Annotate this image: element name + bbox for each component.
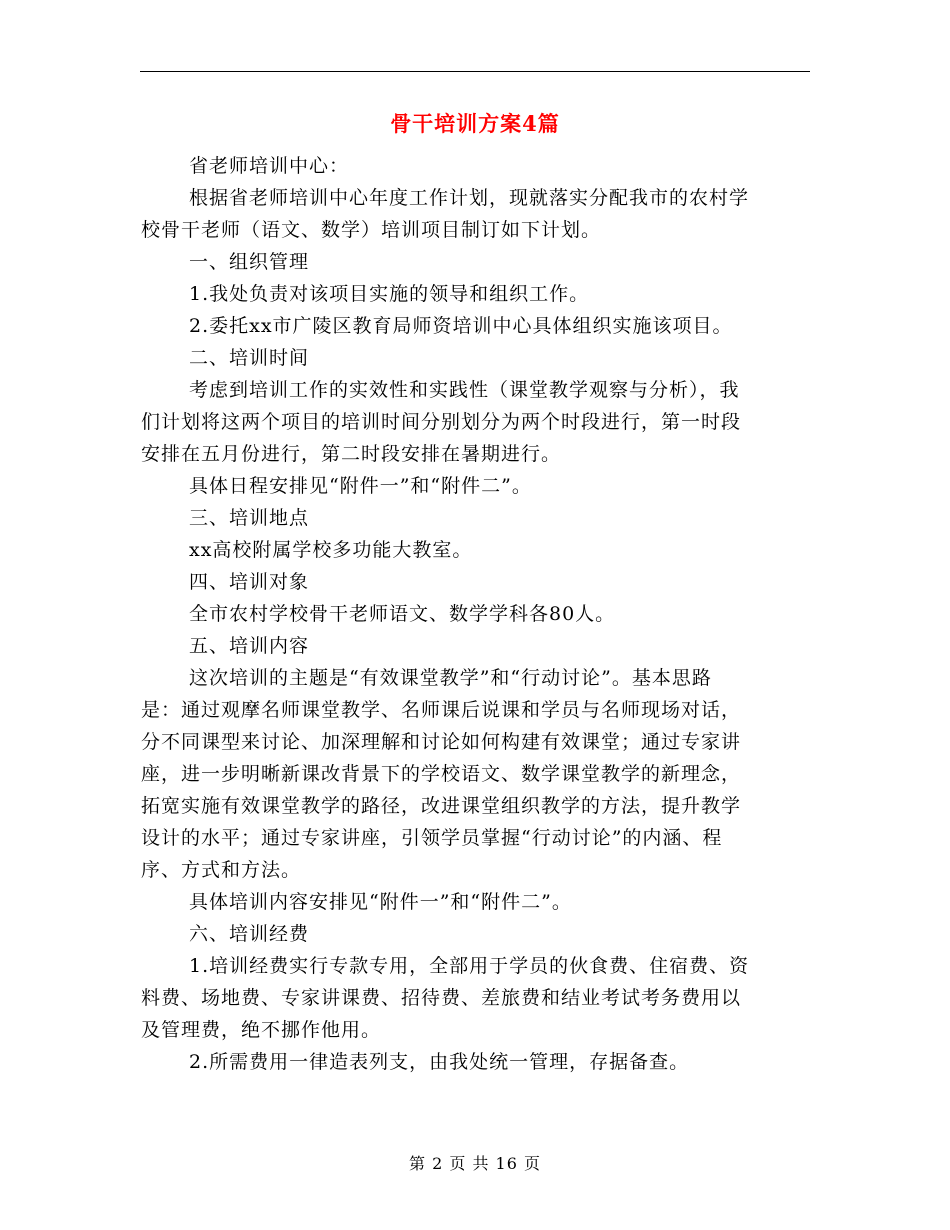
paragraph-line: 1.我处负责对该项目实施的领导和组织工作。 (189, 283, 590, 305)
paragraph (141, 310, 811, 342)
document-body (141, 150, 811, 1078)
paragraph-line: 料费、场地费、专家讲课费、招待费、差旅费和结业考试考务费用以 (141, 987, 742, 1009)
paragraph-line: 们计划将这两个项目的培训时间分别划分为两个时段进行，第一时段 (141, 411, 742, 433)
paragraph-line: 安排在五月份进行，第二时段安排在暑期进行。 (141, 443, 562, 465)
paragraph-line: 具体日程安排见“附件一”和“附件二”。 (189, 475, 532, 497)
paragraph (141, 1046, 811, 1078)
paragraph-line: 设计的水平；通过专家讲座，引领学员掌握“行动讨论”的内涵、程 (141, 827, 723, 849)
header-rule (140, 71, 810, 72)
paragraph-line: 及管理费，绝不挪作他用。 (141, 1019, 382, 1041)
paragraph-line: 考虑到培训工作的实效性和实践性（课堂教学观察与分析），我 (189, 379, 740, 401)
paragraph (141, 566, 811, 598)
paragraph (141, 630, 811, 662)
paragraph-line: 2.所需费用一律造表列支，由我处统一管理，存据备查。 (189, 1051, 690, 1073)
paragraph-line: 根据省老师培训中心年度工作计划，现就落实分配我市的农村学 (189, 187, 750, 209)
paragraph (141, 502, 811, 534)
paragraph (141, 246, 811, 278)
paragraph-line: 座，进一步明晰新课改背景下的学校语文、数学课堂教学的新理念， (141, 763, 742, 785)
paragraph-line: 校骨干老师（语文、数学）培训项目制订如下计划。 (141, 219, 602, 241)
paragraph (141, 918, 811, 950)
paragraph-line: 具体培训内容安排见“附件一”和“附件二”。 (189, 891, 572, 913)
paragraph-line: 六、培训经费 (189, 923, 310, 945)
page-footer: 第 2 页 共 16 页 (409, 1154, 541, 1173)
paragraph-line: 是：通过观摩名师课堂教学、名师课后说课和学员与名师现场对话， (141, 699, 742, 721)
paragraph (141, 150, 811, 182)
paragraph-line: 序、方式和方法。 (141, 859, 302, 881)
paragraph-line: 四、培训对象 (189, 571, 310, 593)
paragraph-line: 全市农村学校骨干老师语文、数学学科各80人。 (189, 603, 616, 625)
paragraph-line: 一、组织管理 (189, 251, 310, 273)
paragraph (141, 374, 811, 470)
paragraph-line: 1.培训经费实行专款专用，全部用于学员的伙食费、住宿费、资 (189, 955, 750, 977)
paragraph-line: 2.委托xx市广陵区教育局师资培训中心具体组织实施该项目。 (189, 315, 733, 337)
paragraph-line: 二、培训时间 (189, 347, 310, 369)
paragraph (141, 182, 811, 246)
paragraph-line: 省老师培训中心： (189, 155, 350, 177)
paragraph (141, 278, 811, 310)
paragraph-line: 三、培训地点 (189, 507, 310, 529)
paragraph (141, 534, 811, 566)
paragraph-line: 拓宽实施有效课堂教学的路径，改进课堂组织教学的方法，提升教学 (141, 795, 742, 817)
paragraph (141, 662, 811, 886)
document-title: 骨干培训方案4篇 (390, 111, 560, 136)
paragraph (141, 886, 811, 918)
paragraph-line: xx高校附属学校多功能大教室。 (189, 539, 473, 561)
paragraph-line: 这次培训的主题是“有效课堂教学”和“行动讨论”。基本思路 (189, 667, 712, 689)
paragraph (141, 470, 811, 502)
paragraph (141, 342, 811, 374)
paragraph-line: 分不同课型来讨论、加深理解和讨论如何构建有效课堂；通过专家讲 (141, 731, 742, 753)
paragraph (141, 598, 811, 630)
paragraph-line: 五、培训内容 (189, 635, 310, 657)
paragraph (141, 950, 811, 1046)
